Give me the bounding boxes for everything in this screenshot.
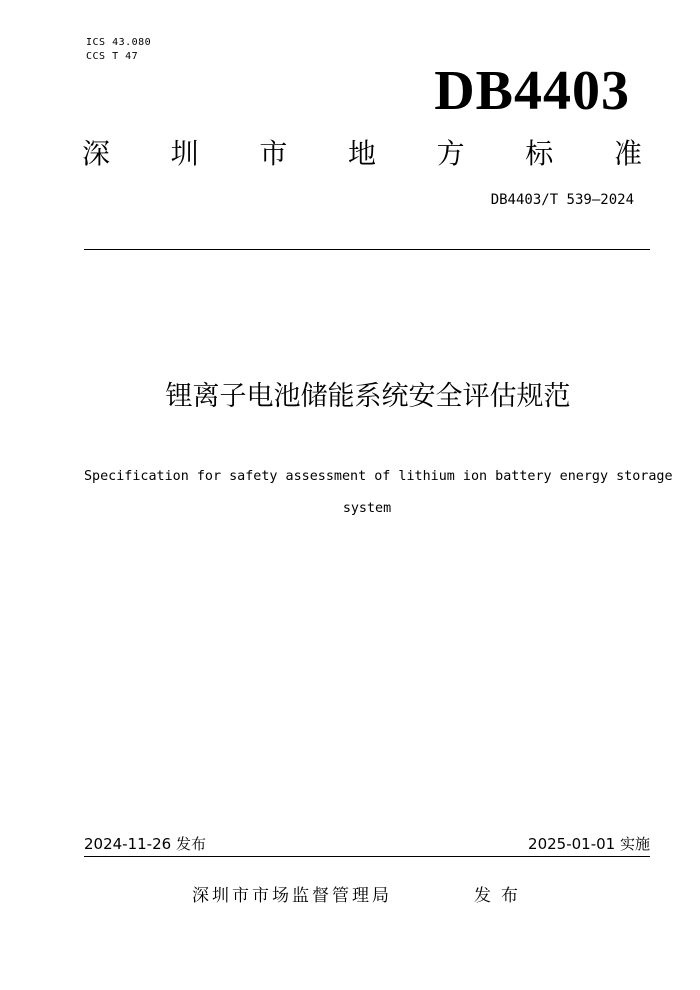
standard-type-char: 标	[525, 137, 554, 170]
document-title-en-line2: system	[342, 501, 392, 516]
ics-code: ICS 43.080	[86, 37, 152, 48]
standard-type-char: 市	[259, 137, 288, 170]
standard-type-heading	[82, 134, 642, 174]
ccs-code: CCS T 47	[86, 51, 139, 62]
header-divider	[84, 249, 650, 250]
standard-number: DB4403/T 539—2024	[490, 192, 634, 208]
standard-type-char: 圳	[170, 137, 199, 170]
standard-type-char: 方	[436, 137, 465, 170]
standard-type-char: 准	[613, 137, 642, 170]
standard-type-char: 地	[347, 137, 376, 170]
publisher-name: 深圳市市场监督管理局	[192, 886, 392, 906]
issue-date: 2024-11-26 发布	[84, 835, 206, 853]
document-title-en-line1: Specification for safety assessment of lithium ion battery energy storage	[84, 469, 673, 484]
implementation-date: 2025-01-01 实施	[528, 835, 650, 853]
standard-type-char: 深	[82, 137, 111, 170]
publish-label: 发布	[474, 886, 528, 906]
document-title-cn: 锂离子电池储能系统安全评估规范	[165, 381, 571, 412]
standard-code-heading: DB4403	[434, 60, 630, 122]
footer-divider	[84, 856, 650, 857]
